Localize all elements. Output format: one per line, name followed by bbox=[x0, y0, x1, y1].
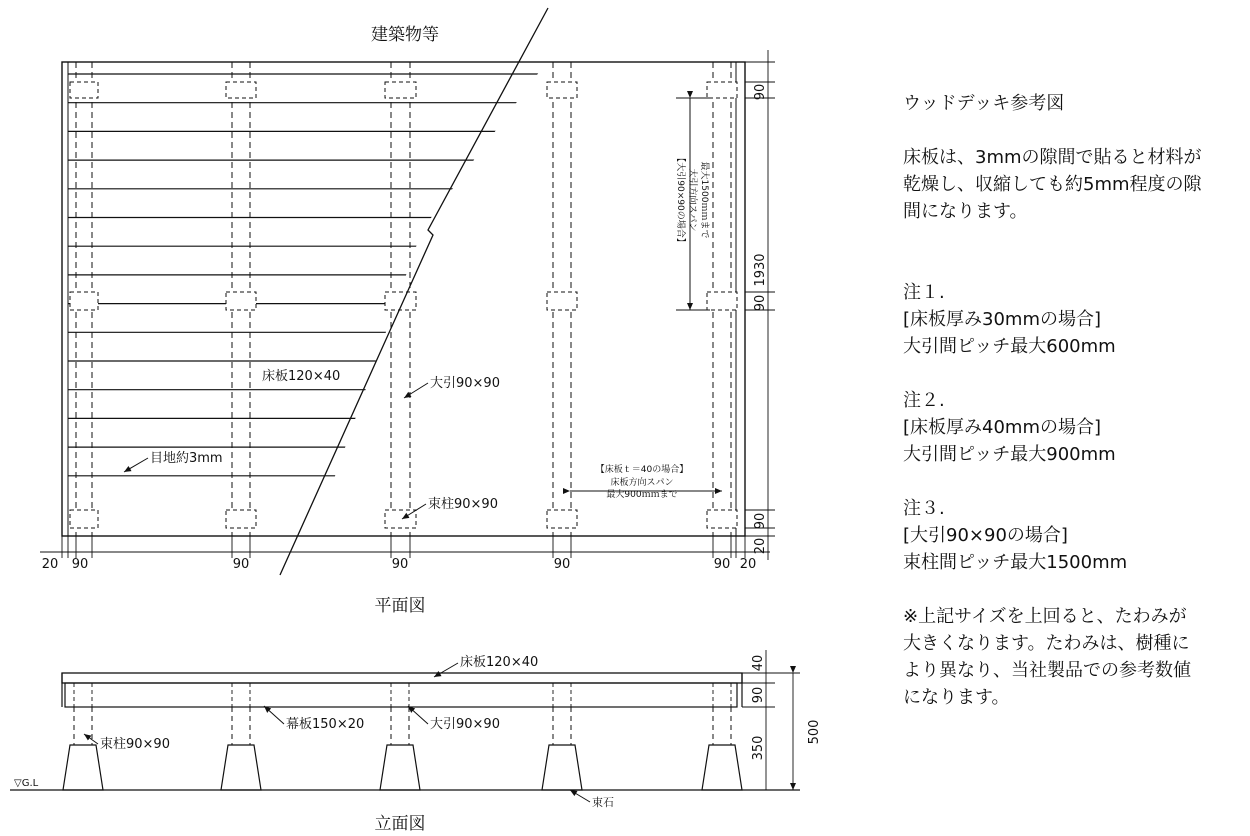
svg-text:90: 90 bbox=[753, 512, 768, 530]
footing-label: 束石 bbox=[592, 796, 614, 809]
post-marker bbox=[70, 510, 98, 528]
ohbiki-label: 大引90×90 bbox=[430, 376, 500, 391]
plan-bottom-dimensions bbox=[40, 536, 770, 572]
svg-text:20: 20 bbox=[739, 557, 757, 572]
post-marker bbox=[226, 292, 256, 310]
notes-warning: ※上記サイズを上回ると、たわみが 大きくなります。たわみは、樹種に より異なり、当社製品での参考数値 になります。 bbox=[903, 606, 1191, 708]
svg-text:20: 20 bbox=[753, 537, 768, 555]
joint-leader bbox=[124, 458, 148, 472]
post-marker bbox=[226, 82, 256, 98]
elev-post-label: 束柱90×90 bbox=[100, 737, 170, 752]
post-marker bbox=[707, 82, 737, 98]
beam-span-note-2: 大引方向スパン bbox=[687, 168, 697, 232]
post-marker bbox=[70, 292, 98, 310]
elev-fascia-label: 幕板150×20 bbox=[286, 717, 365, 732]
beam-span-note-3: 最大1500ｍｍまで bbox=[699, 161, 709, 239]
svg-text:40: 40 bbox=[751, 654, 766, 672]
elev-floorboard-label: 床板120×40 bbox=[460, 655, 539, 670]
floorboard-label: 床板120×40 bbox=[262, 369, 341, 384]
footing-stone bbox=[63, 745, 103, 790]
footing-stone bbox=[380, 745, 420, 790]
notes-title: ウッドデッキ参考図 bbox=[903, 93, 1065, 114]
footing-stone bbox=[702, 745, 742, 790]
svg-text:500: 500 bbox=[807, 719, 822, 745]
elev-dimensions bbox=[742, 650, 822, 790]
svg-text:90: 90 bbox=[753, 83, 768, 101]
notes-panel bbox=[903, 90, 1243, 711]
svg-text:90: 90 bbox=[553, 557, 571, 572]
svg-text:90: 90 bbox=[391, 557, 409, 572]
post-marker bbox=[226, 510, 256, 528]
svg-text:90: 90 bbox=[751, 686, 766, 704]
elev-fascia bbox=[65, 683, 737, 707]
building-label: 建築物等 bbox=[371, 25, 439, 45]
plan-view-title: 平面図 bbox=[374, 596, 426, 616]
post-label: 束柱90×90 bbox=[428, 497, 498, 512]
beam-span-note-1: 【大引90×90の場合】 bbox=[675, 153, 685, 247]
footing-stone bbox=[542, 745, 582, 790]
svg-text:90: 90 bbox=[232, 557, 250, 572]
svg-text:1930: 1930 bbox=[753, 253, 768, 287]
post-marker bbox=[707, 292, 737, 310]
post-marker bbox=[547, 510, 577, 528]
plan-right-dimensions bbox=[745, 50, 775, 560]
note-1: 注１. [床板厚み30mmの場合] 大引間ピッチ最大600mm bbox=[903, 282, 1116, 357]
post-marker bbox=[70, 82, 98, 98]
note-2: 注２. [床板厚み40mmの場合] 大引間ピッチ最大900mm bbox=[903, 390, 1116, 465]
elev-floorboard bbox=[62, 673, 742, 683]
elevation-view-title: 立面図 bbox=[374, 814, 426, 834]
board-span-note-1: 【床板ｔ＝40の場合】 bbox=[595, 465, 689, 475]
post-marker bbox=[707, 510, 737, 528]
svg-text:350: 350 bbox=[751, 735, 766, 761]
post-marker bbox=[385, 82, 416, 98]
footing-stone bbox=[221, 745, 261, 790]
board-span-note-3: 最大900ｍｍまで bbox=[606, 490, 678, 500]
elev-ohbiki-label: 大引90×90 bbox=[430, 717, 500, 732]
joint-label: 目地約3mm bbox=[150, 451, 223, 466]
notes-description: 床板は、3mmの隙間で貼ると材料が 乾燥し、収縮しても約5mm程度の隙 間になります。 bbox=[903, 147, 1202, 222]
svg-text:20: 20 bbox=[41, 557, 59, 572]
ground-label: ▽G.L bbox=[14, 778, 39, 789]
note-3: 注３. [大引90×90の場合] 束柱間ピッチ最大1500mm bbox=[903, 498, 1128, 573]
svg-text:90: 90 bbox=[753, 294, 768, 312]
elevation-view bbox=[10, 650, 822, 834]
floorboards bbox=[68, 74, 736, 476]
ohbiki-leader bbox=[404, 383, 428, 398]
post-marker bbox=[547, 292, 577, 310]
svg-text:90: 90 bbox=[71, 557, 89, 572]
board-span-note-2: 床板方向スパン bbox=[610, 478, 674, 488]
svg-text:90: 90 bbox=[713, 557, 731, 572]
plan-view bbox=[40, 8, 775, 616]
post-marker bbox=[547, 82, 577, 98]
